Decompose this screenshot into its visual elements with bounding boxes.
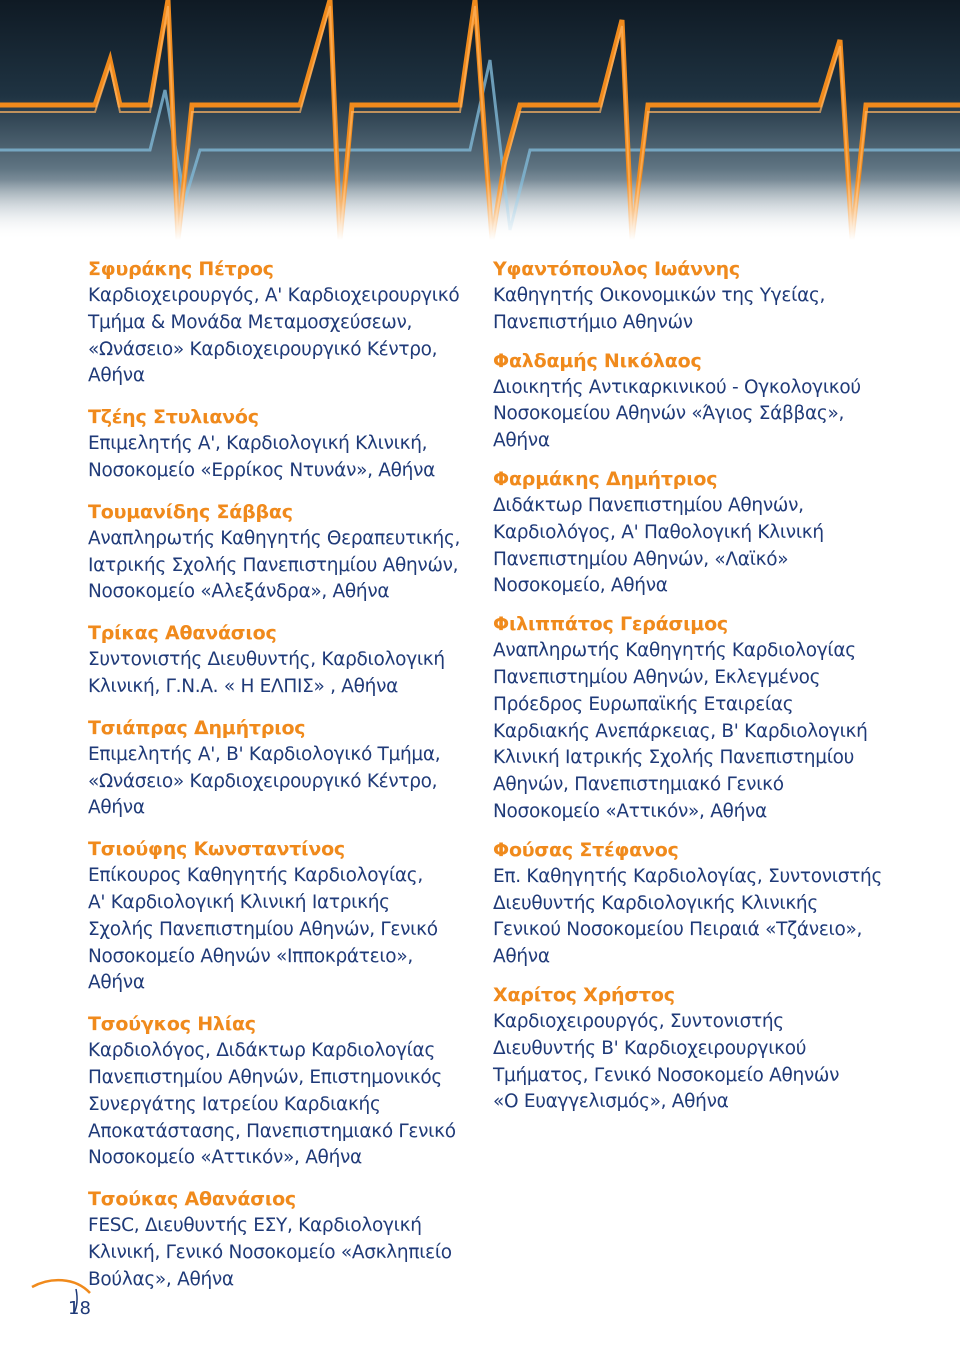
- list-item: [88, 1186, 478, 1293]
- person-title: Καθηγητής Οικονομικών της Υγείας, Πανεπιστήμιο Αθηνών: [493, 285, 826, 333]
- person-name: Τσούκας Αθανάσιος: [88, 1188, 296, 1211]
- header-banner: [0, 0, 960, 240]
- list-item: [88, 620, 478, 701]
- person-title: Αναπληρωτής Καθηγητής Θεραπευτικής, Ιατρικής Σχολής Πανεπιστημίου Αθηνών, Νοσοκομείο «Αλεξάνδρα», Αθήνα: [88, 527, 461, 603]
- person-name: Υφαντόπουλος Ιωάννης: [493, 258, 740, 280]
- list-item: [88, 499, 478, 606]
- person-name: Τσιούφης Κωνσταντίνος: [88, 838, 345, 861]
- page-number: 18: [68, 1298, 91, 1319]
- person-title: Επ. Καθηγητής Καρδιολογίας, Συντονιστής Διευθυντής Καρδιολογικής Κλινικής Γενικού Νοσοκομείου Πειραιά «Τζάνειο», Αθήνα: [493, 865, 883, 968]
- list-item: [88, 1011, 478, 1172]
- left-column: [88, 256, 478, 1308]
- person-title: Καρδιολόγος, Διδάκτωρ Καρδιολογίας Πανεπιστημίου Αθηνών, Επιστημονικός Συνεργάτης Ιατρείου Καρδιακής Αποκατάστασης, Πανεπιστημιακό Γενικό Νοσοκομείο «Αττικόν», Αθήνα: [88, 1040, 456, 1169]
- list-item: [493, 611, 913, 826]
- person-title: Επιμελητής Α', Καρδιολογική Κλινική, Νοσοκομείο «Ερρίκος Ντυνάν», Αθήνα: [88, 433, 436, 481]
- person-title: Διοικητής Αντικαρκινικού - Ογκολογικού Νοσοκομείου Αθηνών «Άγιος Σάββας», Αθήνα: [493, 376, 861, 452]
- list-item: [88, 715, 478, 822]
- person-name: Χαρίτος Χρήστος: [493, 983, 675, 1006]
- list-item: [88, 836, 478, 997]
- list-item: [493, 837, 913, 971]
- person-name: Φαλδαμής Νικόλαος: [493, 349, 702, 372]
- list-item: [493, 348, 913, 455]
- person-title: Συντονιστής Διευθυντής, Καρδιολογική Κλινική, Γ.Ν.Α. « Η ΕΛΠΙΣ» , Αθήνα: [88, 649, 445, 697]
- list-item: [493, 466, 913, 600]
- list-item: [493, 982, 913, 1116]
- list-item: [493, 256, 913, 337]
- right-column: [493, 256, 913, 1127]
- person-name: Τουμανίδης Σάββας: [88, 500, 293, 523]
- person-title: Καρδιοχειρουργός, Α' Καρδιοχειρουργικό Τμήμα & Μονάδα Μεταμοσχεύσεων, «Ωνάσειο» Καρδιοχειρουργικό Κέντρο, Αθήνα: [88, 285, 460, 387]
- list-item: [88, 256, 478, 390]
- person-name: Τρίκας Αθανάσιος: [88, 622, 277, 645]
- person-title: Αναπληρωτής Καθηγητής Καρδιολογίας Πανεπιστημίου Αθηνών, Εκλεγμένος Πρόεδρος Ευρωπαϊκής Εταιρείας Καρδιακής Ανεπάρκειας, Β' Καρδιολογική Κλινική Ιατρικής Σχολής Πανεπιστημίου Αθηνών, Πανεπιστημιακό Γενικό Νοσοκομείο «Αττικόν», Αθήνα: [493, 640, 868, 822]
- person-title: Επιμελητής Α', Β' Καρδιολογικό Τμήμα, «Ωνάσειο» Καρδιοχειρουργικό Κέντρο, Αθήνα: [88, 743, 441, 819]
- person-name: Σφυράκης Πέτρος: [88, 258, 274, 280]
- person-name: Φούσας Στέφανος: [493, 838, 679, 861]
- person-title: Επίκουρος Καθηγητής Καρδιολογίας, Α' Καρδιολογική Κλινική Ιατρικής Σχολής Πανεπιστημίου Αθηνών, Γενικό Νοσοκομείο Αθηνών «Ιπποκράτειο», Αθήνα: [88, 865, 438, 994]
- person-title: FESC, Διευθυντής ΕΣΥ, Καρδιολογική Κλινική, Γενικό Νοσοκομείο «Ασκληπιείο Βούλας», Αθήνα: [88, 1215, 452, 1290]
- person-name: Τσιάπρας Δημήτριος: [88, 716, 306, 739]
- person-name: Φαρμάκης Δημήτριος: [493, 467, 718, 490]
- person-title: Καρδιοχειρουργός, Συντονιστής Διευθυντής Β' Καρδιοχειρουργικού Τμήματος, Γενικό Νοσοκομείο Αθηνών «Ο Ευαγγελισμός», Αθήνα: [493, 1010, 840, 1113]
- ecg-wave-graphic: [0, 0, 960, 240]
- person-title: Διδάκτωρ Πανεπιστημίου Αθηνών, Καρδιολόγος, Α' Παθολογική Κλινική Πανεπιστημίου Αθηνών, «Λαϊκό» Νοσοκομείο, Αθήνα: [493, 494, 824, 597]
- list-item: [88, 404, 478, 485]
- person-name: Φιλιππάτος Γεράσιμος: [493, 613, 728, 636]
- person-name: Τσούγκος Ηλίας: [88, 1013, 256, 1036]
- person-name: Τζέης Στυλιανός: [88, 406, 259, 429]
